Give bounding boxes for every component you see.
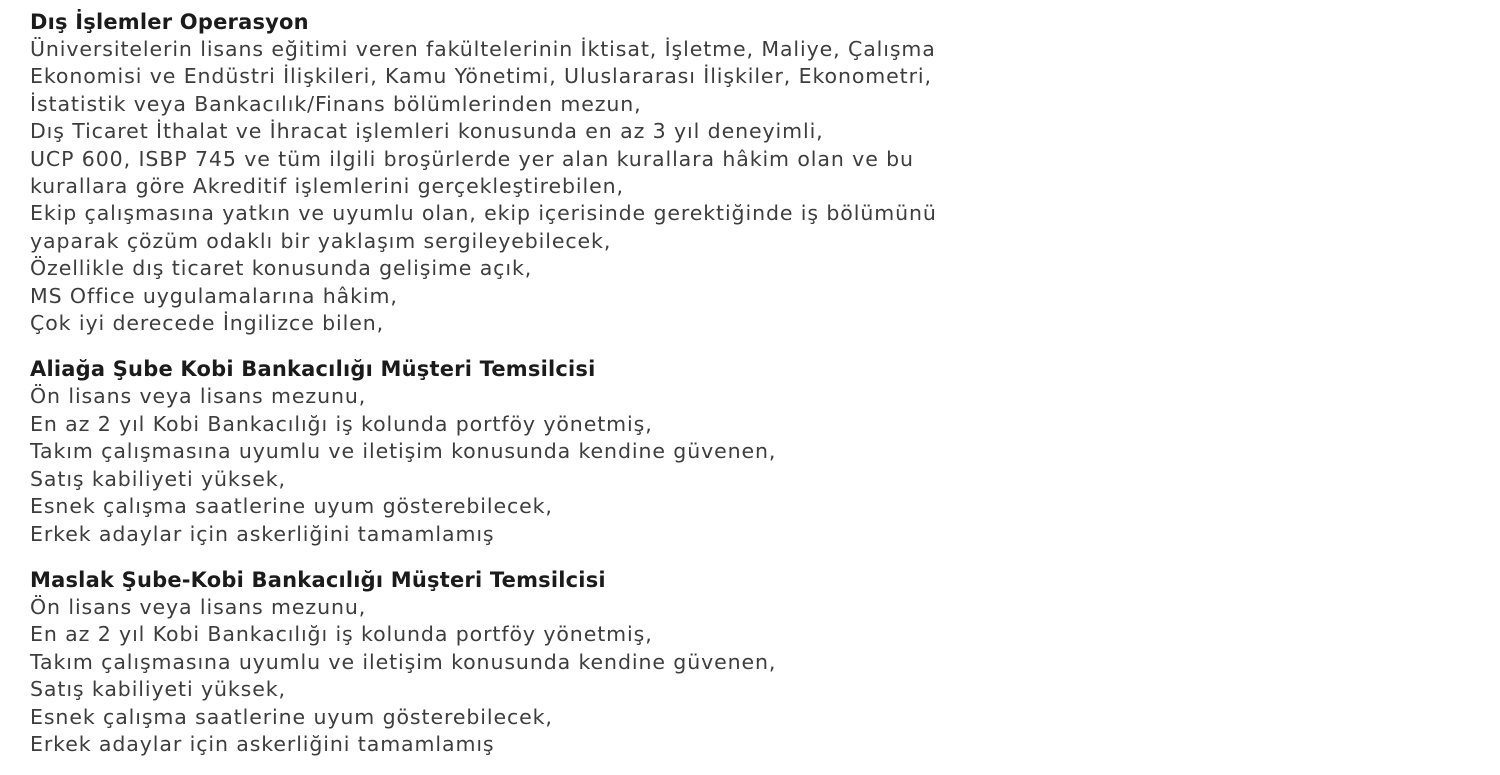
requirement-item: Ekip çalışmasına yatkın ve uyumlu olan, ekip içerisinde gerektiğinde iş bölümünü — [30, 201, 937, 226]
requirement-item: Ön lisans veya lisans mezunu, — [30, 384, 367, 409]
job-section-dis-islemler — [30, 8, 1500, 337]
requirement-item: Üniversitelerin lisans eğitimi veren fakültelerinin İktisat, İşletme, Maliye, Çalışma — [30, 37, 936, 61]
requirement-item: Ön lisans veya lisans mezunu, — [30, 594, 367, 619]
requirement-item: Erkek adaylar için askerliğini tamamlamış — [30, 521, 495, 546]
requirement-item: Satış kabiliyeti yüksek, — [30, 677, 286, 702]
requirement-item: MS Office uygulamalarına hâkim, — [30, 283, 398, 308]
requirements-list — [30, 594, 1500, 758]
requirement-item: İstatistik veya Bankacılık/Finans bölümlerinden mezun, — [30, 91, 642, 116]
job-title: Aliağa Şube Kobi Bankacılığı Müşteri Temsilcisi — [30, 357, 596, 382]
job-title: Dış İşlemler Operasyon — [30, 10, 309, 34]
requirement-item: En az 2 yıl Kobi Bankacılığı iş kolunda portföy yönetmiş, — [30, 622, 653, 647]
requirement-item: Satış kabiliyeti yüksek, — [30, 466, 286, 491]
requirement-item: Dış Ticaret İthalat ve İhracat işlemleri konusunda en az 3 yıl deneyimli, — [30, 119, 824, 144]
requirement-item: Takım çalışmasına uyumlu ve iletişim konusunda kendine güvenen, — [30, 439, 777, 464]
requirement-item: Özellikle dış ticaret konusunda gelişime açık, — [30, 256, 533, 281]
requirement-item: yaparak çözüm odaklı bir yaklaşım sergileyebilecek, — [30, 228, 612, 253]
job-title: Maslak Şube-Kobi Bankacılığı Müşteri Temsilcisi — [30, 567, 606, 592]
requirement-item: kurallara göre Akreditif işlemlerini gerçekleştirebilen, — [30, 174, 624, 199]
requirements-list — [30, 36, 1500, 337]
job-section-maslak — [30, 566, 1500, 758]
requirement-item: En az 2 yıl Kobi Bankacılığı iş kolunda portföy yönetmiş, — [30, 411, 653, 436]
requirements-list — [30, 383, 1500, 547]
requirement-item: UCP 600, ISBP 745 ve tüm ilgili broşürlerde yer alan kurallara hâkim olan ve bu — [30, 146, 914, 171]
requirement-item: Ekonomisi ve Endüstri İlişkileri, Kamu Yönetimi, Uluslararası İlişkiler, Ekonometri, — [30, 64, 932, 89]
requirement-item: Esnek çalışma saatlerine uyum gösterebilecek, — [30, 704, 553, 729]
requirement-item: Erkek adaylar için askerliğini tamamlamış — [30, 731, 495, 756]
requirement-item: Takım çalışmasına uyumlu ve iletişim konusunda kendine güvenen, — [30, 649, 777, 674]
requirement-item: Çok iyi derecede İngilizce bilen, — [30, 311, 385, 336]
requirement-item: Esnek çalışma saatlerine uyum gösterebilecek, — [30, 494, 553, 519]
job-section-aliaga — [30, 355, 1500, 547]
